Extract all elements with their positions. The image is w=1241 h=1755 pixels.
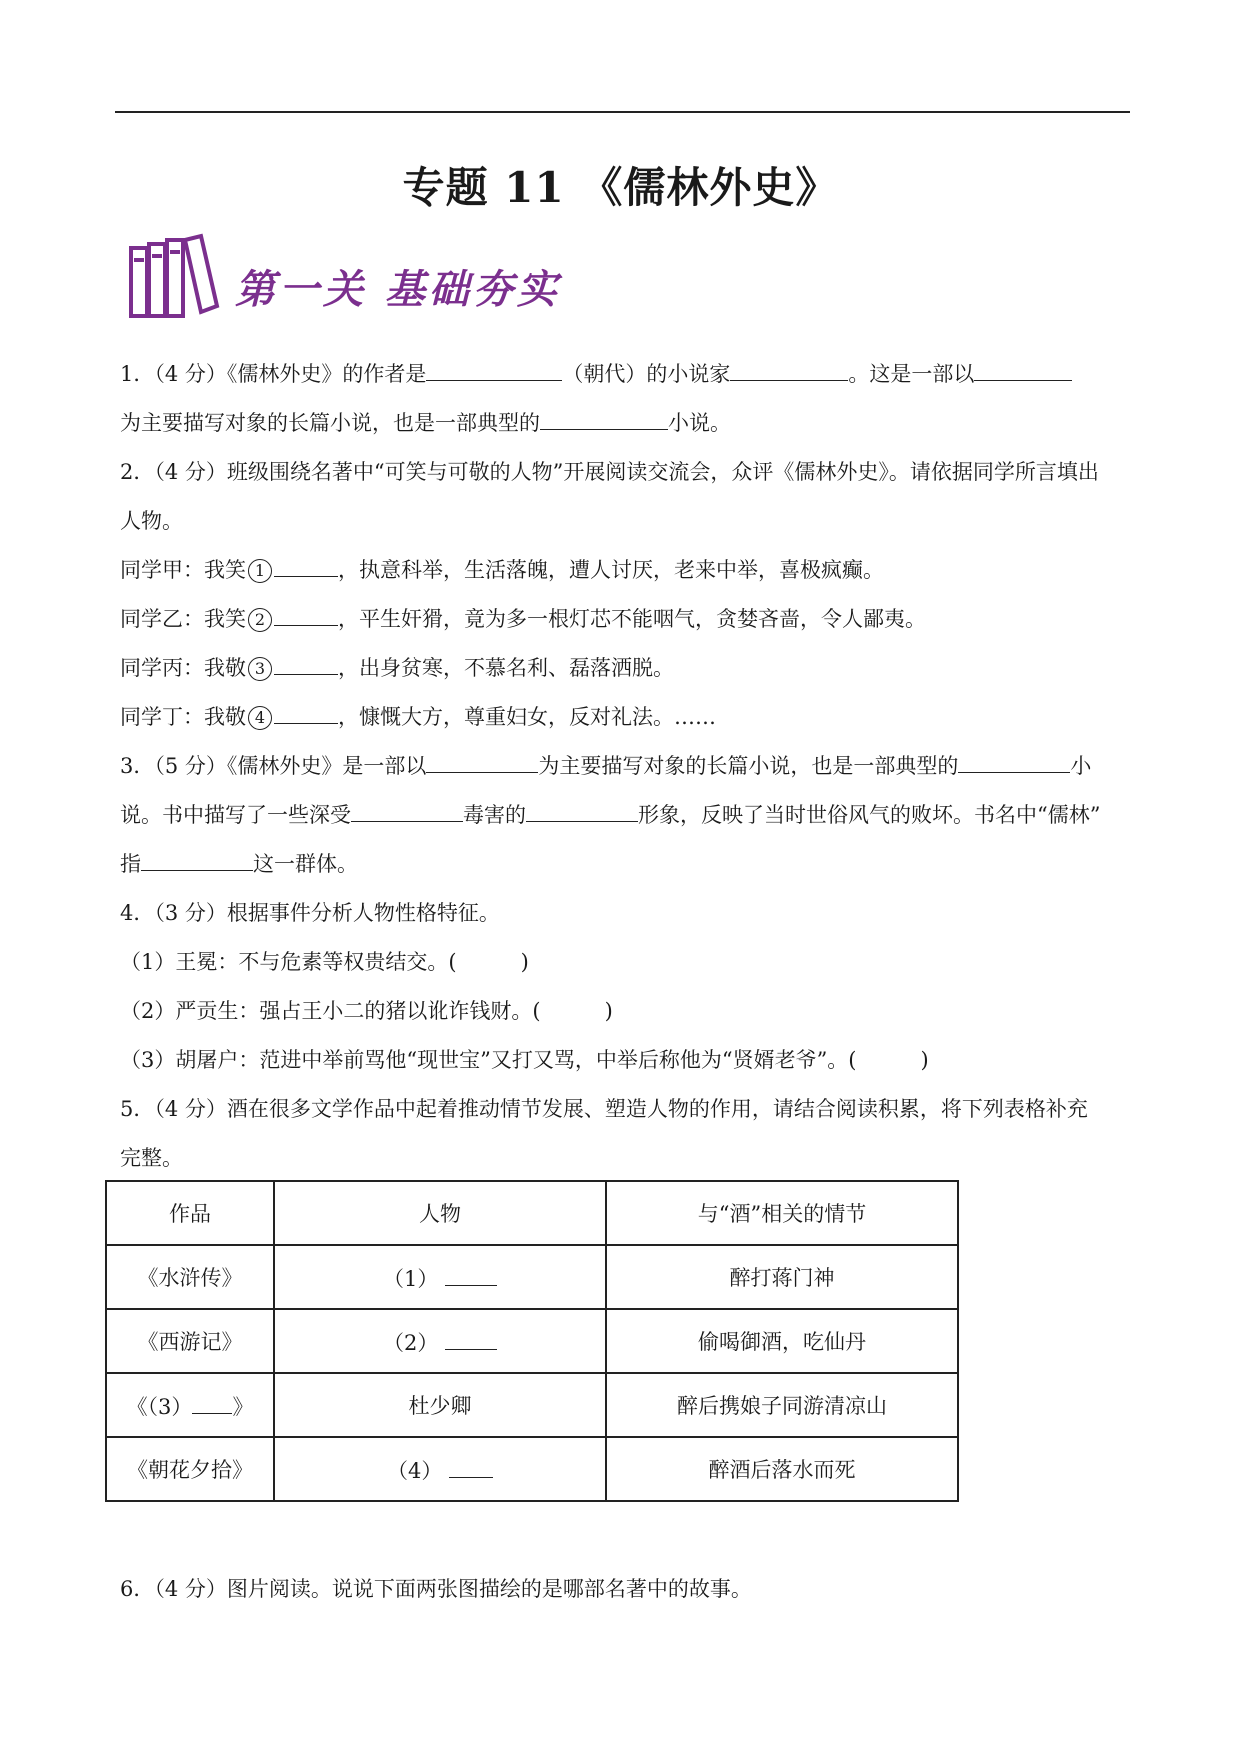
table-header-row [106, 1181, 958, 1245]
q1-text-a: 1．（4 分）《儒林外史》的作者是 [120, 362, 427, 386]
q1-line-2 [120, 399, 1130, 448]
table-cell: 偷喝御酒，吃仙丹 [606, 1309, 958, 1373]
q4-close-paren: ) [920, 1048, 929, 1072]
q2-student-2 [120, 595, 1130, 644]
student-prefix: 同学丁：我敬 [120, 705, 246, 729]
q2-blank-4[interactable] [274, 693, 338, 724]
table-cell-blank[interactable] [274, 1245, 606, 1309]
q5-line-1 [120, 1085, 1130, 1134]
table-cell: 《朝花夕拾》 [106, 1437, 274, 1501]
table-header: 作品 [106, 1181, 274, 1245]
books-icon [125, 230, 225, 330]
circled-number: 3 [248, 657, 272, 681]
q2-text-b: 人物。 [120, 509, 183, 533]
student-text: ，执意科举，生活落魄，遭人讨厌，老来中举，喜极疯癫。 [338, 558, 884, 582]
q1-blank-genre[interactable] [540, 399, 668, 430]
circled-number: 1 [248, 559, 272, 583]
q4-item-1 [120, 938, 1130, 987]
q2-student-3 [120, 644, 1130, 693]
q2-blank-1[interactable] [274, 546, 338, 577]
q4-close-paren: ) [520, 950, 529, 974]
q4-item-text: （1）王冕：不与危素等权贵结交。( [120, 950, 457, 974]
q2-student-1 [120, 546, 1130, 595]
blank-number: 《（3） [126, 1395, 193, 1419]
q1-text-c: 。这是一部以 [848, 362, 975, 386]
table-row [106, 1245, 958, 1309]
questions-body [120, 350, 1130, 1183]
q3-line-3 [120, 840, 1130, 889]
table-row [106, 1373, 958, 1437]
q5-text-b: 完整。 [120, 1146, 183, 1170]
table-blank-1[interactable] [445, 1261, 497, 1286]
works-table [105, 1180, 959, 1502]
q1-blank-subject[interactable] [974, 350, 1072, 381]
table-header: 人物 [274, 1181, 606, 1245]
q3-blank-1[interactable] [426, 742, 538, 773]
section-banner [125, 230, 585, 330]
q3-text-h: 这一群体。 [253, 852, 358, 876]
q2-blank-3[interactable] [274, 644, 338, 675]
blank-number: （4） [386, 1459, 443, 1483]
circled-number: 4 [248, 706, 272, 730]
q4-item-text: （2）严贡生：强占王小二的猪以讹诈钱财。( [120, 999, 541, 1023]
table-blank-2[interactable] [445, 1325, 497, 1350]
table-cell-blank[interactable] [106, 1373, 274, 1437]
section-banner-text: 第一关 基础夯实 [235, 266, 561, 313]
q3-blank-5[interactable] [141, 840, 253, 871]
q3-blank-3[interactable] [351, 791, 463, 822]
table-cell: 醉后携娘子同游清凉山 [606, 1373, 958, 1437]
blank-number: （1） [382, 1267, 439, 1291]
q4-stem-text: 4．（3 分）根据事件分析人物性格特征。 [120, 901, 500, 925]
q2-student-4 [120, 693, 1130, 742]
table-row [106, 1437, 958, 1501]
q3-blank-2[interactable] [958, 742, 1070, 773]
q4-close-paren: ) [604, 999, 613, 1023]
q3-text-f: 形象，反映了当时世俗风气的败坏。书名中“儒林” [638, 803, 1101, 827]
q1-blank-author[interactable] [426, 350, 562, 381]
student-text: ，出身贫寒，不慕名利、磊落洒脱。 [338, 656, 674, 680]
q1-text-d: 为主要描写对象的长篇小说，也是一部典型的 [120, 411, 540, 435]
student-text: ，慷慨大方，尊重妇女，反对礼法。…… [338, 705, 716, 729]
student-prefix: 同学乙：我笑 [120, 607, 246, 631]
table-row [106, 1309, 958, 1373]
q4-item-2 [120, 987, 1130, 1036]
q3-line-2 [120, 791, 1130, 840]
q3-text-e: 毒害的 [463, 803, 526, 827]
q2-line-1 [120, 448, 1130, 497]
q3-line-1 [120, 742, 1130, 791]
q2-blank-2[interactable] [274, 595, 338, 626]
page-title: 专题 11 《儒林外史》 [402, 163, 839, 212]
q1-text-e: 小说。 [668, 411, 731, 435]
q6-text: 6．（4 分）图片阅读。说说下面两张图描绘的是哪部名著中的故事。 [120, 1577, 752, 1601]
table-blank-4[interactable] [449, 1453, 493, 1478]
q5-line-2 [120, 1134, 1130, 1183]
q2-line-2 [120, 497, 1130, 546]
blank-number: （2） [382, 1331, 439, 1355]
q1-blank-dynasty[interactable] [730, 350, 848, 381]
student-prefix: 同学甲：我笑 [120, 558, 246, 582]
q1-line-1 [120, 350, 1130, 399]
q4-item-text: （3）胡屠户：范进中举前骂他“现世宝”又打又骂，中举后称他为“贤婿老爷”。( [120, 1048, 857, 1072]
q4-stem [120, 889, 1130, 938]
q3-text-c: 小 [1070, 754, 1092, 778]
q3-text-d: 说。书中描写了一些深受 [120, 803, 351, 827]
table-cell-blank[interactable] [274, 1437, 606, 1501]
q3-text-b: 为主要描写对象的长篇小说，也是一部典型的 [538, 754, 959, 778]
q4-item-3 [120, 1036, 1130, 1085]
table-header: 与“酒”相关的情节 [606, 1181, 958, 1245]
q1-text-b: （朝代）的小说家 [562, 362, 731, 386]
table-blank-3[interactable] [192, 1389, 232, 1414]
q5-text-a: 5．（4 分）酒在很多文学作品中起着推动情节发展、塑造人物的作用，请结合阅读积累，将下列表格补充 [120, 1097, 1088, 1121]
circled-number: 2 [248, 608, 272, 632]
table-cell: 杜少卿 [274, 1373, 606, 1437]
table-cell: 醉酒后落水而死 [606, 1437, 958, 1501]
student-prefix: 同学丙：我敬 [120, 656, 246, 680]
table-cell-blank[interactable] [274, 1309, 606, 1373]
table-cell: 《西游记》 [106, 1309, 274, 1373]
q2-text-a: 2．（4 分）班级围绕名著中“可笑与可敬的人物”开展阅读交流会，众评《儒林外史》。请依据同学所言填出 [120, 460, 1099, 484]
q3-text-g: 指 [120, 852, 141, 876]
q3-text-a: 3．（5 分）《儒林外史》是一部以 [120, 754, 427, 778]
book-title-close: 》 [232, 1395, 254, 1419]
table-cell: 醉打蒋门神 [606, 1245, 958, 1309]
header-rule [115, 111, 1130, 113]
table-cell: 《水浒传》 [106, 1245, 274, 1309]
student-text: ，平生奸猾，竟为多一根灯芯不能咽气，贪婪吝啬，令人鄙夷。 [338, 607, 926, 631]
q3-blank-4[interactable] [526, 791, 638, 822]
